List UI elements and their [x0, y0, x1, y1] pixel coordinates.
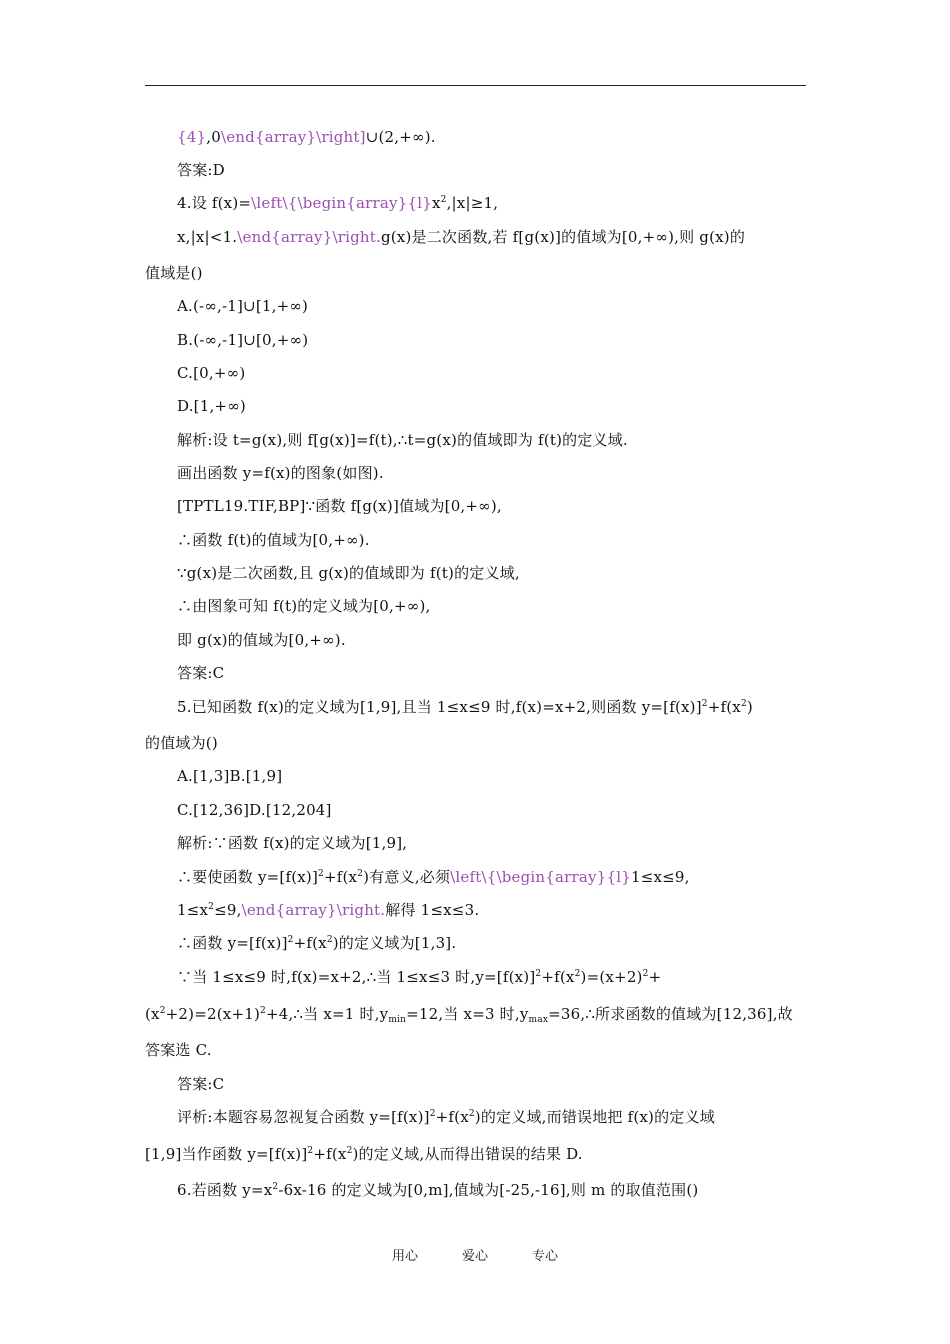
analysis-5-line-4: ∴函数 $y=[f(x)]^2+f(x^2)$的定义域为[1,3].	[177, 934, 457, 952]
analysis-5-line-2: ∴要使函数 $y=[f(x)]^2+f(x^2)$有意义,必须\left\{\begin{array}{l}1≤x≤9,	[177, 868, 690, 886]
answer-line: 答案:D	[177, 161, 225, 179]
analysis-line-5: ∵g(x)是二次函数,且 g(x)的值域即为 f(t)的定义域,	[177, 564, 520, 582]
comment-line-2: [1,9]当作函数 $y=[f(x)]^2+f(x^2)$的定义域,从而得出错误的结果 D.	[145, 1145, 583, 1163]
question-5-line-1: 5.已知函数 f(x)的定义域为[1,9],且当 1≤x≤9 时,f(x)=x+2,则函数 $y=[f(x)]^2+f(x^2)$	[177, 698, 753, 716]
question-4-line-3: 值域是()	[145, 264, 203, 282]
analysis-5-line-3: $1\le x^2\le 9,\backslash end\{array\}\backslash right$.解得 1≤x≤3.	[177, 901, 480, 919]
comment-line-1: 评析:本题容易忽视复合函数 $y=[f(x)]^2+f(x^2)$的定义域,而错误地把 f(x)的定义域	[177, 1108, 715, 1126]
analysis-line-6: ∴由图象可知 f(t)的定义域为[0,+∞),	[177, 597, 431, 615]
analysis-line-4: ∴函数 f(t)的值域为[0,+∞).	[177, 531, 370, 549]
footer-text-2: 爱心	[461, 1249, 488, 1264]
analysis-5-line-1: 解析:∵函数 f(x)的定义域为[1,9],	[177, 834, 408, 852]
question-5-line-2: 的值域为()	[145, 734, 218, 752]
footer-text-3: 专心	[532, 1249, 559, 1264]
option-cd: C.[12,36]D.[12,204]	[177, 801, 332, 819]
analysis-line-1: 解析:设 t=g(x),则 f[g(x)]=f(t),∴t=g(x)的值域即为 f(t)的定义域.	[177, 431, 628, 449]
answer-line-3: 答案:C	[177, 1075, 225, 1093]
page-footer	[0, 1248, 950, 1266]
analysis-line-3: [TPTL19.TIF,BP]∵函数 f[g(x)]值域为[0,+∞),	[177, 497, 502, 515]
analysis-5-line-5: ∵当 1≤x≤9 时,f(x)=x+2,∴当 1≤x≤3 时$,y=[f(x)]^2+f(x^2)=(x+2)^2+$	[177, 968, 662, 986]
analysis-5-line-7: 答案选 C.	[145, 1041, 212, 1059]
option-b: B.(-∞,-1]∪[0,+∞)	[177, 331, 309, 349]
question-4-line-2: x,|x|<1.\end{array}\right.g(x)是二次函数,若 f[g(x)]的值域为[0,+∞),则 g(x)的	[177, 228, 746, 246]
analysis-line-7: 即 g(x)的值域为[0,+∞).	[177, 631, 346, 649]
header-rule	[145, 85, 806, 86]
option-c: C.[0,+∞)	[177, 364, 246, 382]
footer-text-1: 用心	[391, 1249, 418, 1264]
analysis-5-line-6: $(x^2+2)=2(x+1)^2+4,\therefore$当 x=1 时$,y_{min}=12$,当 x=3 时$,y_{max}=36,\therefore$所求函数的值域为[12,36],故	[145, 1005, 793, 1025]
answer-line-2: 答案:C	[177, 664, 225, 682]
option-a: A.(-∞,-1]∪[1,+∞)	[177, 297, 309, 315]
analysis-line-2: 画出函数 y=f(x)的图象(如图).	[177, 464, 384, 482]
option-ab: A.[1,3]B.[1,9]	[177, 767, 283, 785]
text-line-1: {4},0\end{array}\right]∪(2,+∞).	[177, 128, 436, 146]
question-6-line-1: 6.若函数 $y=x^2-6x-16$ 的定义域为[0,m],值域为[-25,-16],则 m 的取值范围()	[177, 1181, 699, 1199]
option-d: D.[1,+∞)	[177, 397, 246, 415]
question-4-line-1: 4.设 $f(x)=\backslash left\backslash\{\backslash begin\{array\}\{l\}x^2,|x|\ge 1$,	[177, 194, 499, 212]
